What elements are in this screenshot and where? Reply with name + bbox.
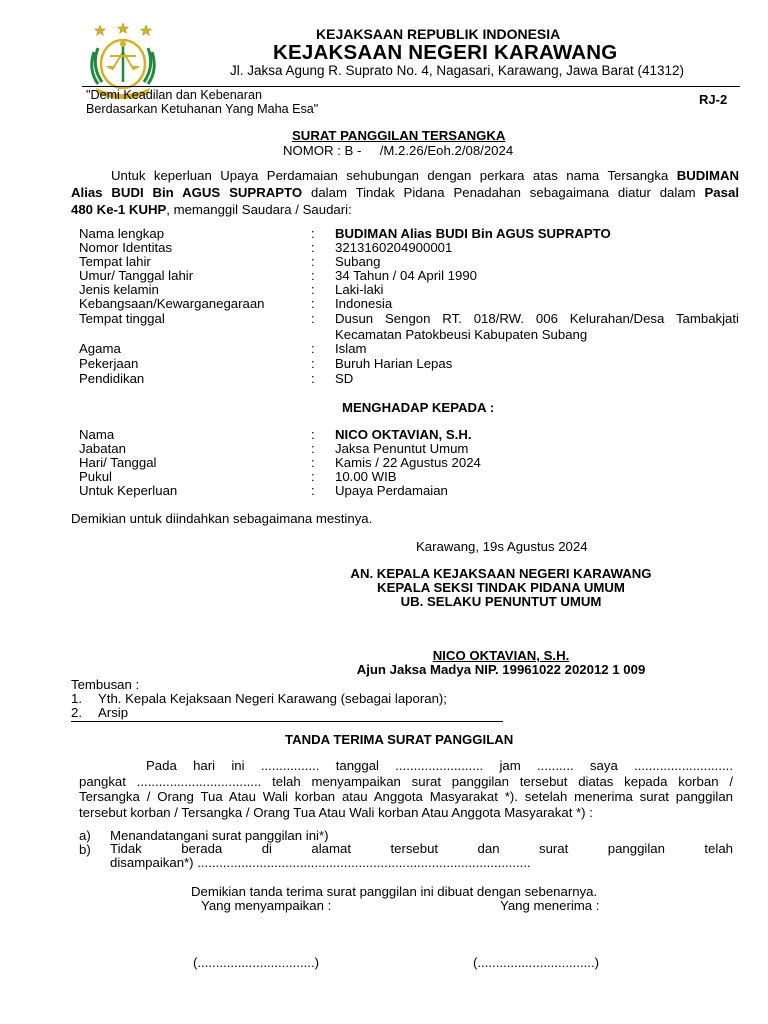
field-value: Islam xyxy=(335,341,367,356)
field-label: Nama xyxy=(79,427,115,442)
field-separator: : xyxy=(311,254,315,269)
header-divider xyxy=(82,86,740,87)
field-label: Pekerjaan xyxy=(79,356,139,371)
cc-label: Tembusan : xyxy=(71,677,140,692)
cc-item-2: 2. Arsip xyxy=(71,705,129,720)
table-row xyxy=(79,311,739,342)
receipt-title: TANDA TERIMA SURAT PANGGILAN xyxy=(285,732,514,747)
section-divider xyxy=(71,721,503,722)
field-label: Nomor Identitas xyxy=(79,240,173,255)
option-a-text: Menandatangani surat panggilan ini*) xyxy=(110,828,329,843)
field-separator: : xyxy=(311,341,315,356)
receipt-line-3: Tersangka / Orang Tua Atau Wali korban atau Anggota Masyarakat *). setelah menerima surat panggilan xyxy=(79,789,733,804)
receipt-line-4: tersebut korban / Tersangka / Orang Tua Atau Wali korban Atau Anggota Masyarakat *) : xyxy=(79,804,593,820)
receipt-closing: Demikian tanda terima surat panggilan ini dibuat dengan sebenarnya. xyxy=(191,884,598,899)
field-value: Jaksa Penuntut Umum xyxy=(335,441,469,456)
document-title: SURAT PANGGILAN TERSANGKA xyxy=(292,128,506,143)
field-value: BUDIMAN Alias BUDI Bin AGUS SUPRAPTO xyxy=(335,226,611,241)
intro-paragraph xyxy=(71,167,739,218)
field-value: Buruh Harian Lepas xyxy=(335,356,453,371)
field-value: SD xyxy=(335,371,354,386)
field-separator: : xyxy=(311,469,315,484)
intro-text-1: Untuk keperluan Upaya Perdamaian sehubungan dengan perkara atas nama Tersangka xyxy=(111,168,677,183)
document-number: NOMOR : B - /M.2.26/Eoh.2/08/2024 xyxy=(283,143,514,158)
intro-text-2: dalam Tindak Pidana Penadahan sebagaimana diatur dalam xyxy=(302,185,705,200)
field-label: Tempat tinggal xyxy=(79,311,165,326)
field-separator: : xyxy=(311,268,315,283)
field-separator: : xyxy=(311,483,315,498)
field-separator: : xyxy=(311,226,315,241)
field-value: 3213160204900001 xyxy=(335,240,453,255)
signatory-name: NICO OKTAVIAN, S.H. xyxy=(432,648,570,663)
motto-line-2: Berdasarkan Ketuhanan Yang Maha Esa" xyxy=(86,102,319,116)
field-label: Hari/ Tanggal xyxy=(79,455,157,470)
receipt-line-1: Pada hari ini ................ tanggal ........................ jam .......... saya ........................... xyxy=(146,758,733,773)
field-label: Pukul xyxy=(79,469,112,484)
header-office-name: KEJAKSAAN NEGERI KARAWANG xyxy=(273,41,618,64)
field-separator: : xyxy=(311,240,315,255)
option-b-line-2: disampaikan*) ........................................................................................... xyxy=(110,855,531,870)
field-separator: : xyxy=(311,311,315,326)
field-separator: : xyxy=(311,427,315,442)
signatory-rank-nip: Ajun Jaksa Madya NIP. 19961022 202012 1 009 xyxy=(356,662,646,677)
field-value: Laki-laki xyxy=(335,282,384,297)
address-line-1: Dusun Sengon RT. 018/RW. 006 Kelurahan/Desa Tambakjati xyxy=(335,311,739,326)
option-b-line-1: Tidak berada di alamat tersebut dan surat panggilan telah xyxy=(110,841,733,856)
field-label: Jabatan xyxy=(79,441,126,456)
field-value: 34 Tahun / 04 April 1990 xyxy=(335,268,478,283)
field-label: Nama lengkap xyxy=(79,226,165,241)
sender-signature-blank: (................................) xyxy=(193,955,320,970)
motto-line-1: "Demi Keadilan dan Kebenaran xyxy=(86,88,263,102)
field-label: Jenis kelamin xyxy=(79,282,159,297)
option-b-text xyxy=(110,842,733,870)
option-a-label: a) xyxy=(79,828,91,843)
field-separator: : xyxy=(311,356,315,371)
field-value: Subang xyxy=(335,254,381,269)
field-value: 10.00 WIB xyxy=(335,469,397,484)
receiver-signature-blank: (................................) xyxy=(473,955,600,970)
field-label: Umur/ Tanggal lahir xyxy=(79,268,194,283)
place-and-date: Karawang, 19s Agustus 2024 xyxy=(416,539,588,554)
field-label: Pendidikan xyxy=(79,371,145,386)
sender-label: Yang menyampaikan : xyxy=(201,898,332,913)
option-b-label: b) xyxy=(79,842,91,857)
field-separator: : xyxy=(311,441,315,456)
address-line-2: Kecamatan Patokbeusi Kabupaten Subang xyxy=(335,327,588,342)
intro-suspect-name-1: BUDIMAN xyxy=(676,168,739,183)
signatory-line-2: KEPALA SEKSI TINDAK PIDANA UMUM xyxy=(377,580,625,595)
intro-article-1: Pasal xyxy=(704,185,739,200)
field-value-address xyxy=(335,311,739,343)
receipt-line-2: pangkat .................................. telah menyampaikan surat panggilan tersebut diatas kepada korban / xyxy=(79,773,733,789)
field-separator: : xyxy=(311,282,315,297)
appear-heading: MENGHADAP KEPADA : xyxy=(342,400,495,415)
header-institution: KEJAKSAAN REPUBLIK INDONESIA xyxy=(316,26,561,42)
cc-item-1: 1. Yth. Kepala Kejaksaan Negeri Karawang (sebagai laporan); xyxy=(71,691,447,706)
header-address: Jl. Jaksa Agung R. Suprato No. 4, Nagasari, Karawang, Jawa Barat (41312) xyxy=(230,63,684,78)
field-value: NICO OKTAVIAN, S.H. xyxy=(335,427,472,442)
intro-text-3: , memanggil Saudara / Saudari: xyxy=(166,202,352,217)
field-separator: : xyxy=(311,296,315,311)
signatory-line-3: UB. SELAKU PENUNTUT UMUM xyxy=(400,594,602,609)
field-label: Tempat lahir xyxy=(79,254,151,269)
field-separator: : xyxy=(311,455,315,470)
field-value: Kamis / 22 Agustus 2024 xyxy=(335,455,481,470)
field-label: Untuk Keperluan xyxy=(79,483,178,498)
intro-article-2: 480 Ke-1 KUHP xyxy=(71,202,167,217)
field-label: Kebangsaan/Kewarganegaraan xyxy=(79,296,265,311)
receipt-paragraph xyxy=(79,758,733,820)
field-label: Agama xyxy=(79,341,121,356)
field-separator: : xyxy=(311,371,315,386)
form-code: RJ-2 xyxy=(699,92,728,107)
signatory-line-1: AN. KEPALA KEJAKSAAN NEGERI KARAWANG xyxy=(350,566,652,581)
intro-suspect-name-2: Alias BUDI Bin AGUS SUPRAPTO xyxy=(71,185,303,200)
receiver-label: Yang menerima : xyxy=(500,898,600,913)
closing-statement: Demikian untuk diindahkan sebagaimana mestinya. xyxy=(71,511,373,526)
field-value: Indonesia xyxy=(335,296,393,311)
field-value: Upaya Perdamaian xyxy=(335,483,448,498)
